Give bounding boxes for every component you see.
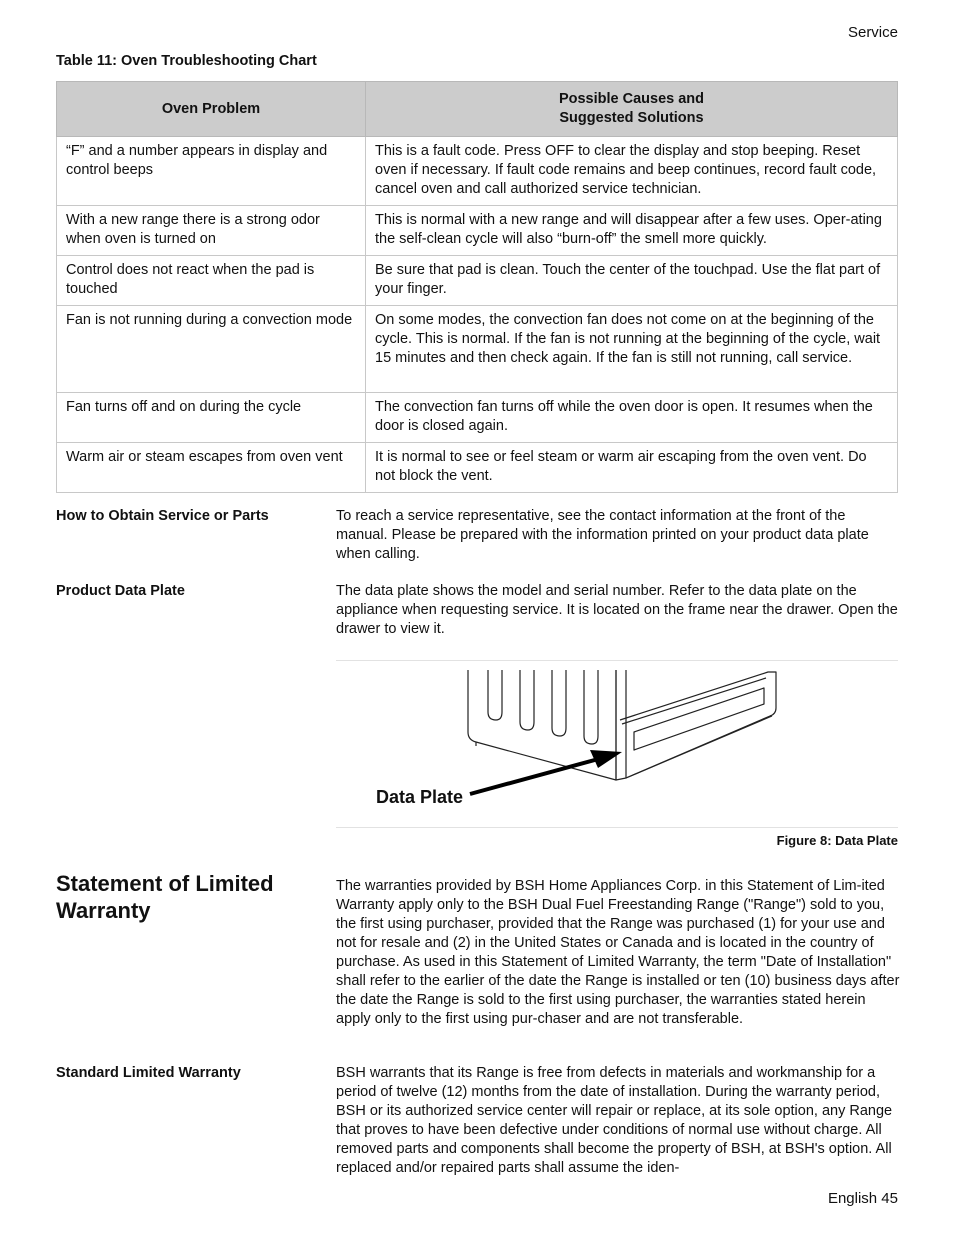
figure-bottom-rule: [336, 827, 898, 828]
figure-top-rule: [336, 660, 898, 661]
solution-cell: It is normal to see or feel steam or warm air escaping from the oven vent. Do not block the vent.: [366, 443, 898, 493]
problem-cell: With a new range there is a strong odor when oven is turned on: [57, 206, 366, 256]
table-row: [57, 443, 898, 493]
problem-cell: Warm air or steam escapes from oven vent: [57, 443, 366, 493]
product-data-plate-text: The data plate shows the model and serial number. Refer to the data plate on the appliance when requesting service. It is located on the frame near the drawer. Open the drawer to view it.: [336, 583, 898, 637]
solution-cell: Be sure that pad is clean. Touch the center of the touchpad. Use the flat part of your finger.: [366, 256, 898, 306]
table-row: [57, 206, 898, 256]
solution-cell: This is a fault code. Press OFF to clear the display and stop beeping. Reset oven if necessary. If fault code remains and beep continues, record fault code, cancel oven and call authorized service technician.: [366, 137, 898, 206]
vent-slot: [488, 670, 502, 720]
warranty-text: The warranties provided by BSH Home Appliances Corp. in this Statement of Lim-ited Warranty apply only to the BSH Dual Fuel Freestanding Range ("Range") sold to you, the first using purchaser, provided that the Range was purchased (1) for your use and not for resale and (2) in the United States or Canada and is located in the country of purchase. As used in this Statement of Limited Warranty, the term "Date of Installation" shall refer to the earlier of the date the Range is installed or ten (10) business days after the date the Range is sold to the first using purchaser, the warranties stated herein apply only to the first using pur-chaser and are not transferable.: [336, 878, 900, 1027]
column-header-problem: Oven Problem: [57, 82, 366, 137]
problem-cell: “F” and a number appears in display and control beeps: [57, 137, 366, 206]
table-header-row: [57, 82, 898, 137]
solution-cell: The convection fan turns off while the oven door is open. It resumes when the door is closed again.: [366, 393, 898, 443]
running-header: Service: [847, 24, 898, 41]
problem-cell: Fan is not running during a convection mode: [57, 306, 366, 393]
drawer-handle: [634, 688, 764, 750]
solution-cell: On some modes, the convection fan does not come on at the beginning of the cycle. This is normal. If the fan is not running at the beginning of the cycle, wait 15 minutes and then check again. If the fan is still not running, call service.: [366, 306, 898, 393]
service-parts-label: How to Obtain Service or Parts: [56, 508, 269, 524]
range-side-panel: [468, 670, 616, 780]
drawer-edge: [622, 678, 766, 724]
solution-cell: This is normal with a new range and will disappear after a few uses. Oper-ating the self-clean cycle will also “burn-off” the smell more quickly.: [366, 206, 898, 256]
page-number: English 45: [827, 1190, 898, 1207]
data-plate-callout: Data Plate: [376, 787, 464, 807]
service-parts-text: To reach a service representative, see the contact information at the front of the manual. Please be prepared with the information printed on your product data plate when calling.: [336, 508, 869, 562]
standard-warranty-label: Standard Limited Warranty: [56, 1065, 241, 1081]
figure-caption: Figure 8: Data Plate: [776, 833, 898, 848]
standard-warranty-text: BSH warrants that its Range is free from defects in materials and workmanship for a period of twelve (12) months from the date of installation. During the warranty period, BSH or its authorized service center will repair or replace, at its sole option, any Range that proves to have been defective under conditions of normal use without charge. All removed parts and components shall become the property of BSH, at BSH's option. All replaced and/or repaired parts shall assume the iden-: [336, 1065, 893, 1176]
vent-slot: [584, 670, 598, 744]
problem-cell: Fan turns off and on during the cycle: [57, 393, 366, 443]
table-row: [57, 393, 898, 443]
vent-slot: [552, 670, 566, 736]
drawer-front: [620, 672, 776, 778]
callout-arrow: [470, 750, 622, 794]
column-header-solutions: [366, 82, 898, 137]
range-frame: [616, 670, 626, 780]
warranty-heading: Statement of Limited Warranty: [56, 871, 274, 923]
product-data-plate-label: Product Data Plate: [56, 583, 185, 599]
table-row: [57, 137, 898, 206]
table-row: [57, 256, 898, 306]
table-caption: Table 11: Oven Troubleshooting Chart: [56, 53, 317, 69]
column-header-solutions-line2: Suggested Solutions: [559, 110, 704, 126]
drawer-bottom-edge: [626, 716, 772, 778]
vent-slot: [520, 670, 534, 730]
problem-cell: Control does not react when the pad is touched: [57, 256, 366, 306]
table-row: [57, 306, 898, 393]
troubleshooting-table: [56, 81, 898, 493]
column-header-solutions-line1: Possible Causes and: [558, 91, 705, 107]
